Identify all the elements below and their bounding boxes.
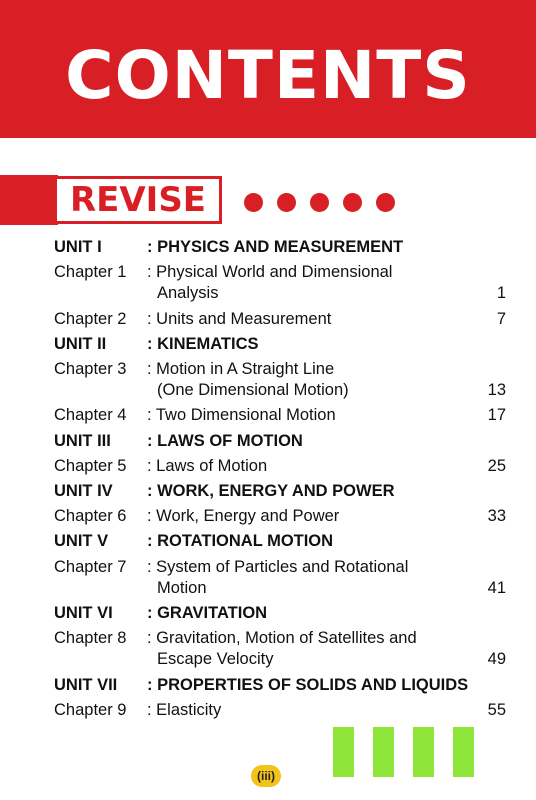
entry-title-line: Motion <box>157 578 207 597</box>
chapter-label: Chapter 6 <box>54 507 127 526</box>
page-number: (iii) <box>251 765 281 787</box>
entry-title-line: : Physical World and Dimensional <box>147 263 393 282</box>
entry-title-line: : Two Dimensional Motion <box>147 406 336 425</box>
chapter-label: Chapter 4 <box>54 406 127 425</box>
entry-title-line: : Gravitation, Motion of Satellites and <box>147 629 417 648</box>
page-ref: 41 <box>487 578 506 597</box>
entry-title-line: : Elasticity <box>147 700 222 719</box>
entry-title-line: : Motion in A Straight Line <box>147 360 335 378</box>
page-ref: 25 <box>487 456 506 475</box>
chapter-label: Chapter 2 <box>54 309 127 328</box>
page-ref: 33 <box>487 507 506 526</box>
entry-title-line: Analysis <box>157 284 219 303</box>
page-ref: 55 <box>487 700 506 719</box>
chapter-label: Chapter 7 <box>54 557 127 576</box>
entry-title-line: : Units and Measurement <box>147 309 332 328</box>
unit-label: UNIT IV <box>54 482 113 500</box>
entry-title-line: : LAWS OF MOTION <box>147 431 303 450</box>
entry-title-line: : PROPERTIES OF SOLIDS AND LIQUIDS <box>147 675 469 694</box>
entry-title-line: : PHYSICS AND MEASUREMENT <box>147 238 404 256</box>
entry-title-line: : KINEMATICS <box>147 334 259 353</box>
section-label: REVISE <box>69 180 207 220</box>
page-ref: 49 <box>487 650 506 669</box>
page-ref: 13 <box>487 381 506 400</box>
chapter-label: Chapter 5 <box>54 456 127 475</box>
bar-icon <box>413 727 434 777</box>
chapter-label: Chapter 3 <box>54 360 127 378</box>
bar-icon <box>373 727 394 777</box>
entry-title-line: : Laws of Motion <box>147 456 268 475</box>
unit-label: UNIT V <box>54 532 109 551</box>
entry-title-line: : WORK, ENERGY AND POWER <box>147 482 395 500</box>
chapter-label: Chapter 9 <box>54 700 127 719</box>
entry-title-line: : ROTATIONAL MOTION <box>147 532 334 551</box>
entry-title-line: Escape Velocity <box>157 650 274 669</box>
bar-icon <box>453 727 474 777</box>
page-title: CONTENTS <box>65 37 471 114</box>
decorative-bars <box>333 727 474 777</box>
unit-label: UNIT I <box>54 238 102 256</box>
unit-label: UNIT III <box>54 431 111 450</box>
chapter-label: Chapter 8 <box>54 629 127 648</box>
entry-title-line: : GRAVITATION <box>147 604 268 622</box>
unit-label: UNIT VII <box>54 675 118 694</box>
page-ref: 7 <box>496 309 506 328</box>
entry-title-line: : Work, Energy and Power <box>147 507 340 526</box>
page-ref: 17 <box>487 406 506 425</box>
unit-label: UNIT II <box>54 334 107 353</box>
entry-title-line: : System of Particles and Rotational <box>147 557 409 576</box>
chapter-label: Chapter 1 <box>54 263 127 282</box>
page-ref: 1 <box>496 284 506 303</box>
bar-icon <box>333 727 354 777</box>
unit-label: UNIT VI <box>54 604 113 622</box>
entry-title-line: (One Dimensional Motion) <box>157 381 349 400</box>
